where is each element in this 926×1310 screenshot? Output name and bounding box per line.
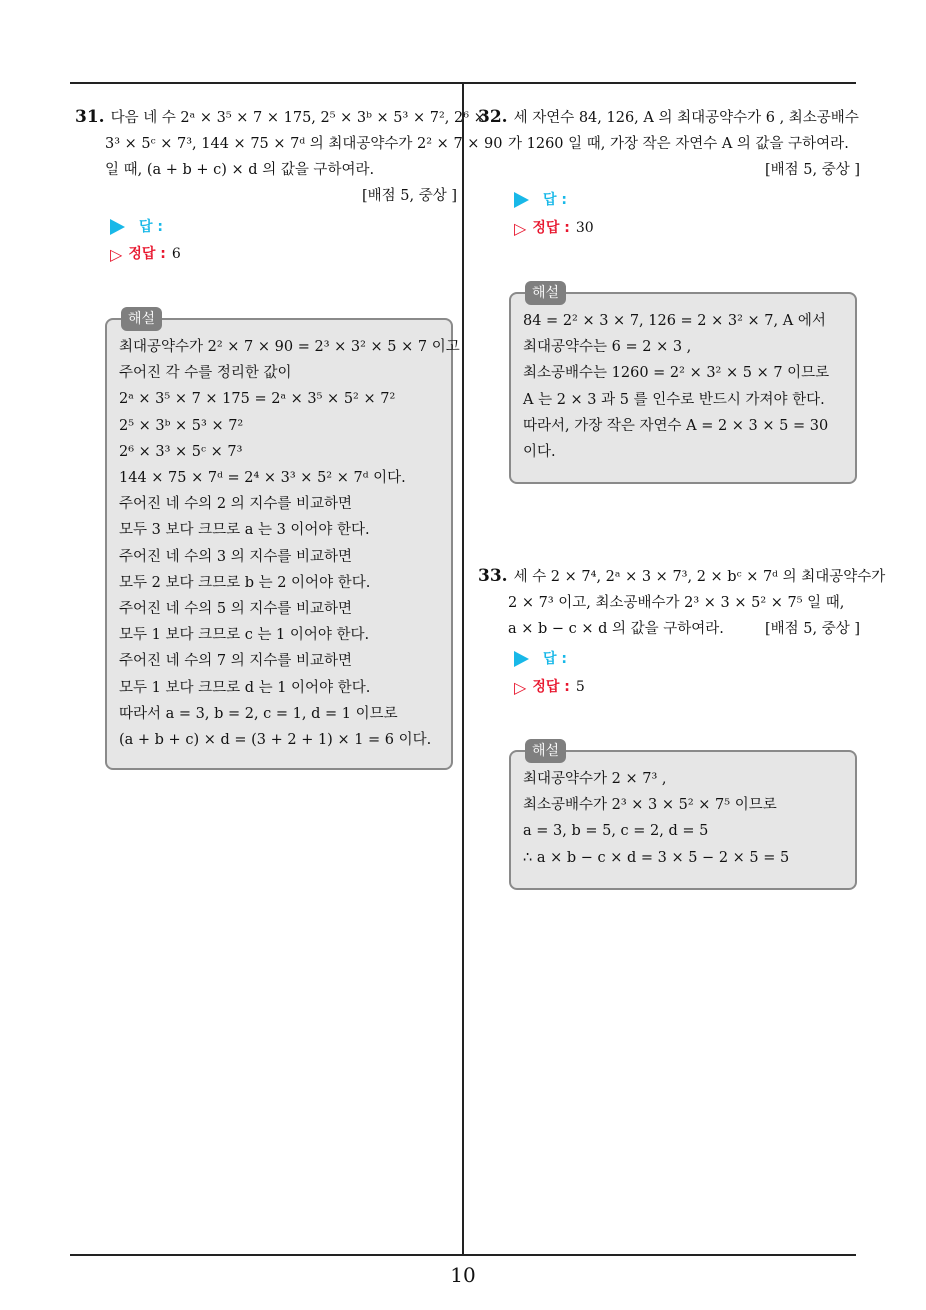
problem-31-line-2: 3³ × 5ᶜ × 7³, 144 × 75 × 7ᵈ 의 최대공약수가 2² × 7 × 90 [105,136,503,152]
solution-line: 최대공약수는 6 = 2 × 3 , [523,339,692,356]
solution-line: 2ᵃ × 3⁵ × 7 × 175 = 2ᵃ × 3⁵ × 5² × 7² [119,391,396,408]
solution-line: 따라서 a = 3, b = 2, c = 1, d = 1 이므로 [119,705,398,722]
problem-32-score: [배점 5, 중상 ] [764,162,860,178]
solution-line: 최소공배수가 2³ × 3 × 5² × 7⁵ 이므로 [523,797,777,814]
solution-line: 모두 3 보다 크므로 a 는 3 이어야 한다. [119,522,370,539]
answer-triangle-icon [514,651,529,667]
problem-32 [478,104,860,183]
problem-31-solution [105,311,460,770]
solution-line: 주어진 네 수의 5 의 지수를 비교하면 [119,601,352,618]
solution-line: 주어진 네 수의 3 의 지수를 비교하면 [119,548,352,565]
solution-line: 모두 2 보다 크므로 b 는 2 이어야 한다. [119,574,371,591]
bottom-rule [70,1254,856,1256]
problem-32-number: 32. [478,107,508,127]
problem-33 [478,563,886,642]
problem-31-line-1: 31. 다음 네 수 2ᵃ × 3⁵ × 7 × 175, 2⁵ × 3ᵇ × 5³ × 7², 2⁶ × [75,107,486,127]
solution-line: 주어진 네 수의 7 의 지수를 비교하면 [119,653,352,670]
problem-33-final-value: 5 [575,679,585,695]
solution-line: 이다. [523,444,556,461]
solution-line: 2⁶ × 3³ × 5ᶜ × 7³ [119,443,243,460]
page-number: 10 [450,1263,476,1287]
solution-tag: 해설 [121,307,162,331]
problem-32-solution [509,285,857,484]
problem-33-solution [509,743,857,890]
solution-tag: 해설 [525,281,566,305]
solution-line: 최소공배수는 1260 = 2² × 3² × 5 × 7 이므로 [523,365,830,382]
problem-31-answer-blank: 답 : [110,216,163,236]
problem-32-final-value: 30 [575,220,594,236]
solution-line: 최대공약수가 2² × 7 × 90 = 2³ × 3² × 5 × 7 이고 [119,339,460,355]
solution-line: 모두 1 보다 크므로 c 는 1 이어야 한다. [119,627,370,644]
outline-triangle-icon: ▷ [514,677,527,697]
column-divider [462,83,464,1255]
outline-triangle-icon: ▷ [110,244,123,264]
problem-32-answer-blank: 답 : [514,189,567,209]
problem-31-final-value: 6 [171,246,181,262]
solution-line: 최대공약수가 2 × 7³ , [523,771,667,787]
solution-line: a = 3, b = 5, c = 2, d = 5 [523,823,709,840]
problem-33-line-2: 2 × 7³ 이고, 최소공배수가 2³ × 3 × 5² × 7⁵ 일 때, [508,595,845,611]
solution-line: (a + b + c) × d = (3 + 2 + 1) × 1 = 6 이다. [119,732,432,749]
problem-31-score: [배점 5, 중상 ] [361,188,457,204]
solution-line: 주어진 각 수를 정리한 값이 [119,365,292,382]
answer-triangle-icon [514,192,529,208]
problem-33-answer-blank: 답 : [514,648,567,668]
problem-33-score: [배점 5, 중상 ] [764,621,860,637]
problem-33-line-1: 33. 세 수 2 × 7⁴, 2ᵃ × 3 × 7³, 2 × bᶜ × 7ᵈ 의 최대공약수가 [478,566,886,586]
problem-33-number: 33. [478,566,508,586]
solution-line: 주어진 네 수의 2 의 지수를 비교하면 [119,496,352,513]
solution-line: 2⁵ × 3ᵇ × 5³ × 7² [119,417,244,434]
answer-triangle-icon [110,219,125,235]
problem-31-line-3: 일 때, (a + b + c) × d 의 값을 구하여라. [105,162,375,178]
problem-32-line-2: 가 1260 일 때, 가장 작은 자연수 A 의 값을 구하여라. [508,136,849,152]
problem-33-line-3: a × b − c × d 의 값을 구하여라. [배점 5, 중상 ] [478,616,860,642]
solution-line: 144 × 75 × 7ᵈ = 2⁴ × 3³ × 5² × 7ᵈ 이다. [119,470,406,487]
problem-31-final-answer: ▷ 정답 : 6 [110,244,181,264]
solution-line: 모두 1 보다 크므로 d 는 1 이어야 한다. [119,679,371,696]
solution-line: A 는 2 × 3 과 5 를 인수로 반드시 가져야 한다. [523,391,825,408]
problem-33-final-answer: ▷ 정답 : 5 [514,677,585,697]
solution-line: 84 = 2² × 3 × 7, 126 = 2 × 3² × 7, A 에서 [523,313,826,329]
problem-31-number: 31. [75,107,105,127]
solution-tag: 해설 [525,739,566,763]
outline-triangle-icon: ▷ [514,218,527,238]
solution-line: 따라서, 가장 작은 자연수 A = 2 × 3 × 5 = 30 [523,417,829,434]
solution-line: ∴ a × b − c × d = 3 × 5 − 2 × 5 = 5 [523,849,790,866]
problem-32-line-1: 32. 세 자연수 84, 126, A 의 최대공약수가 6 , 최소공배수 [478,107,859,127]
problem-32-final-answer: ▷ 정답 : 30 [514,218,594,238]
